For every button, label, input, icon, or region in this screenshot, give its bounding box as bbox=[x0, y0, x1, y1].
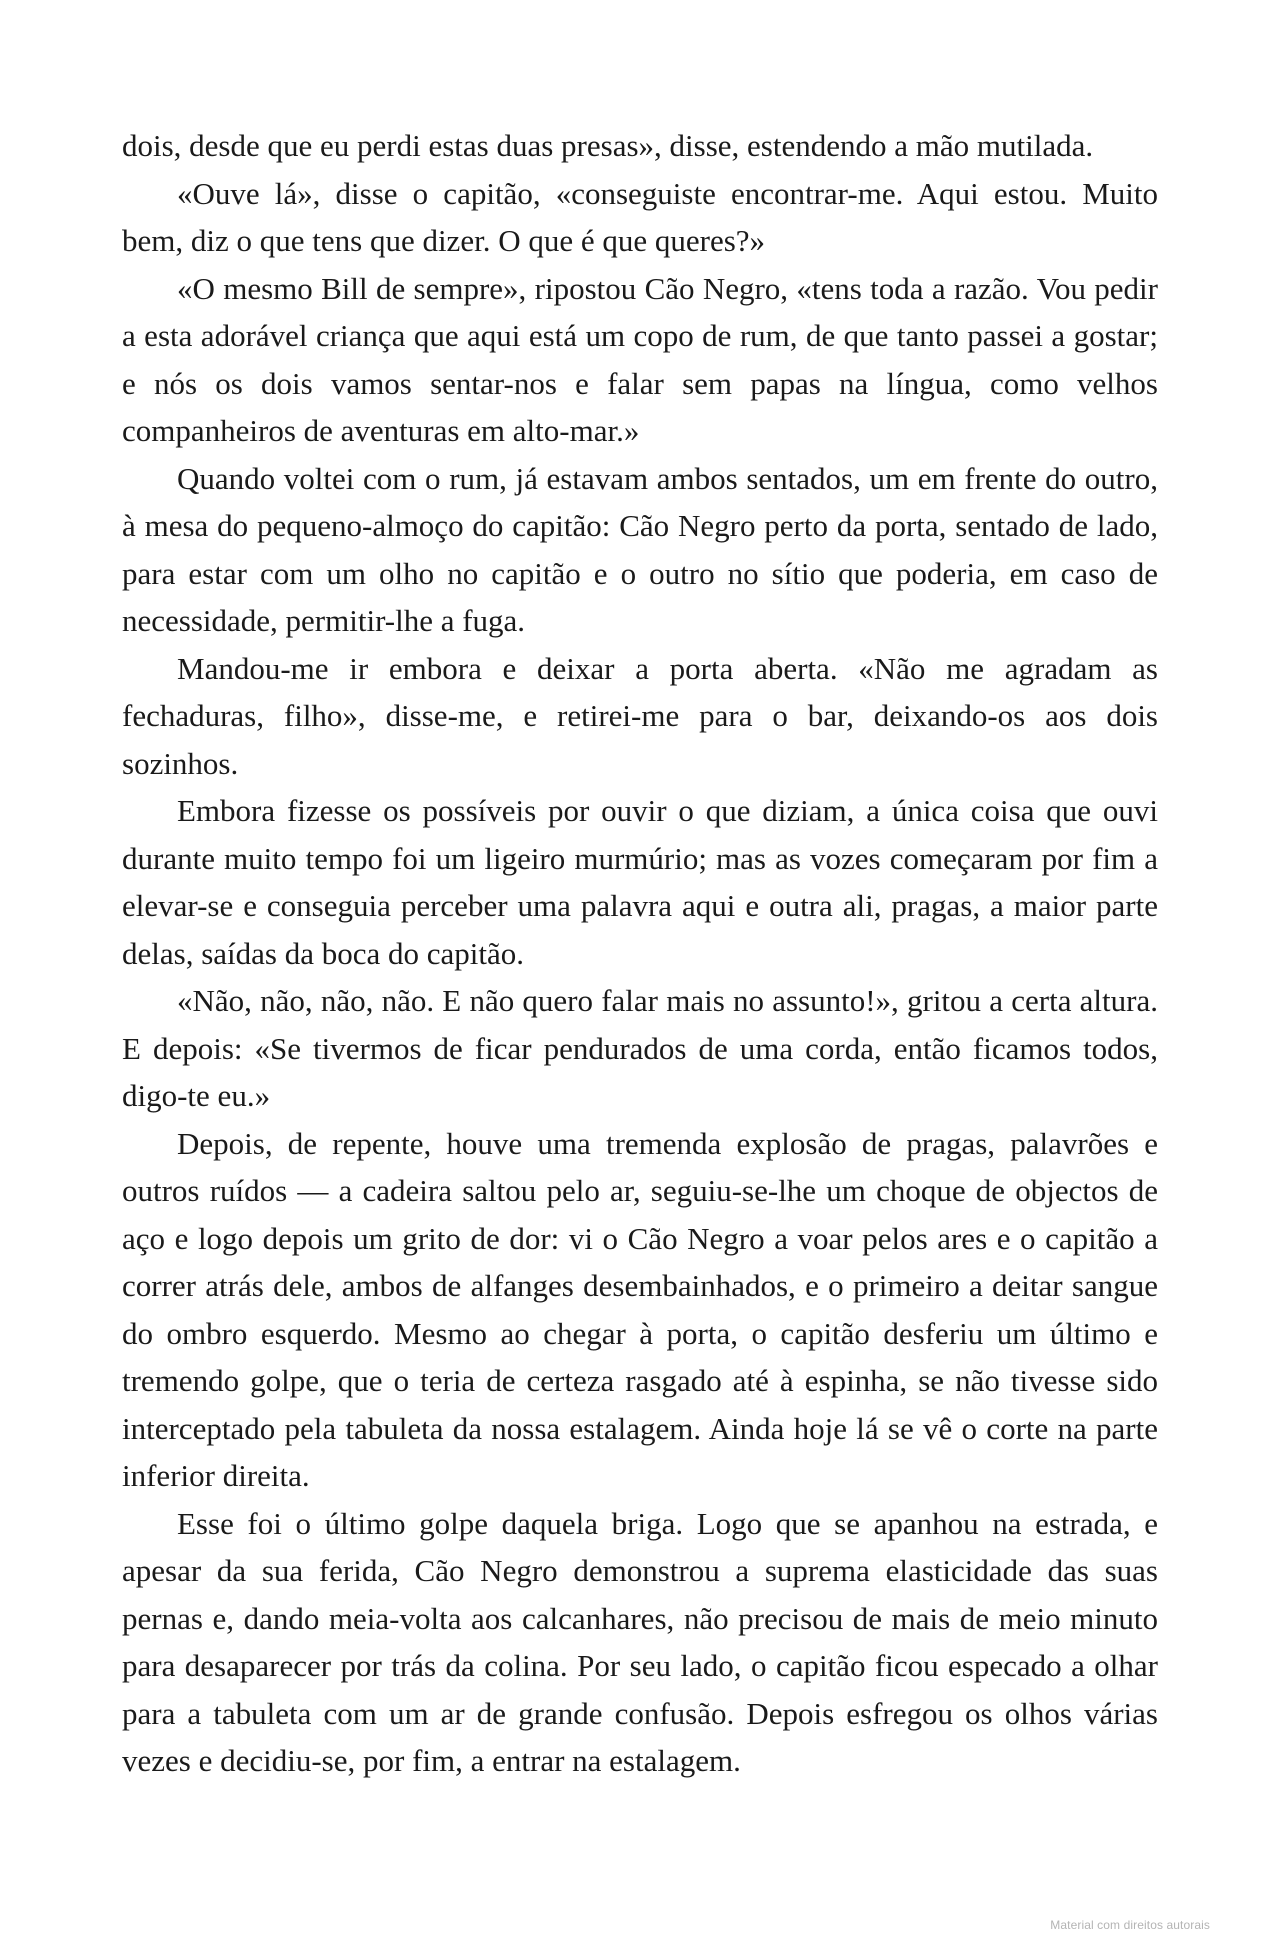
book-page-text bbox=[122, 122, 1158, 1785]
paragraph-4: Quando voltei com o rum, já estavam ambos sentados, um em frente do outro, à mesa do pequeno-almoço do capitão: Cão Negro perto da porta, sentado de lado, para estar com um olho no capitão e o outro no sítio que poderia, em caso de necessidade, permitir-lhe a fuga. bbox=[122, 460, 1158, 638]
paragraph-9: Esse foi o último golpe daquela briga. Logo que se apanhou na estrada, e apesar da sua ferida, Cão Negro demonstrou a suprema elasticidade das suas pernas e, dando meia-volta aos calcanhares, não precisou de mais de meio minuto para desaparecer por trás da colina. Por seu lado, o capitão ficou especado a olhar para a tabuleta com um ar de grande confusão. Depois esfregou os olhos várias vezes e decidiu-se, por fim, a entrar na estalagem. bbox=[122, 1505, 1158, 1778]
paragraph-6: Embora fizesse os possíveis por ouvir o que diziam, a única coisa que ouvi durante muito tempo foi um ligeiro murmúrio; mas as vozes começaram por fim a elevar-se e conseguia perceber uma palavra aqui e outra ali, pragas, a maior parte delas, saídas da boca do capitão. bbox=[122, 793, 1158, 971]
page-footer bbox=[122, 1887, 1210, 1933]
copyright-watermark: Material com direitos autorais bbox=[1050, 1918, 1210, 1932]
paragraph-3: «O mesmo Bill de sempre», ripostou Cão Negro, «tens toda a razão. Vou pedir a esta adorável criança que aqui está um copo de rum, de que tanto passei a gostar; e nós os dois vamos sentar-nos e falar sem papas na língua, como velhos companheiros de aventuras em alto-mar.» bbox=[122, 270, 1158, 448]
paragraph-8: Depois, de repente, houve uma tremenda explosão de pragas, palavrões e outros ruídos — a cadeira saltou pelo ar, seguiu-se-lhe um choque de objectos de aço e logo depois um grito de dor: vi o Cão Negro a voar pelos ares e o capitão a correr atrás dele, ambos de alfanges desembainhados, e o primeiro a deitar sangue do ombro esquerdo. Mesmo ao chegar à porta, o capitão desferiu um último e tremendo golpe, que o teria de certeza rasgado até à espinha, se não tivesse sido interceptado pela tabuleta da nossa estalagem. Ainda hoje lá se vê o corte na parte inferior direita. bbox=[122, 1125, 1158, 1493]
paragraph-7: «Não, não, não, não. E não quero falar mais no assunto!», gritou a certa altura. E depois: «Se tivermos de ficar pendurados de uma corda, então ficamos todos, digo-te eu.» bbox=[122, 983, 1158, 1113]
paragraph-2: «Ouve lá», disse o capitão, «conseguiste encontrar-me. Aqui estou. Muito bem, diz o que tens que dizer. O que é que queres?» bbox=[122, 175, 1158, 258]
paragraph-1: dois, desde que eu perdi estas duas presas», disse, estendendo a mão mutilada. bbox=[122, 128, 1094, 163]
paragraph-5: Mandou-me ir embora e deixar a porta aberta. «Não me agradam as fechaduras, filho», disse-me, e retirei-me para o bar, deixando-os aos dois sozinhos. bbox=[122, 650, 1158, 781]
